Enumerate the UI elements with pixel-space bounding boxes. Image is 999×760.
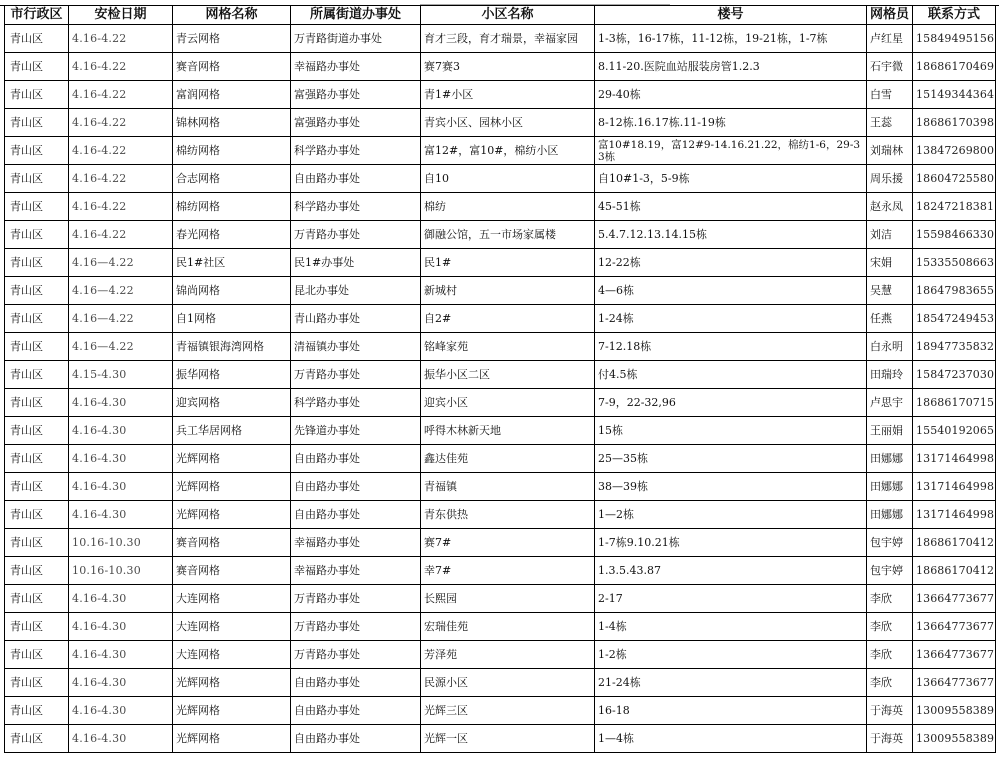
- building-number-cell: 1—4栋: [595, 725, 867, 753]
- grid-worker-cell: 李欣: [867, 641, 913, 669]
- grid-name-cell: 光辉网格: [173, 501, 291, 529]
- subdistrict-office-cell: 幸福路办事处: [291, 53, 421, 81]
- contact-number-cell: 15540192065: [913, 417, 996, 445]
- community-name-cell: 铭峰家苑: [421, 333, 595, 361]
- grid-name-cell: 自1网格: [173, 305, 291, 333]
- building-number-cell: 1-7栋9.10.21栋: [595, 529, 867, 557]
- district-cell: 青山区: [5, 501, 69, 529]
- building-number-cell: 12-22栋: [595, 249, 867, 277]
- table-row: [5, 473, 996, 501]
- community-name-cell: 民源小区: [421, 669, 595, 697]
- grid-worker-cell: 王蕊: [867, 109, 913, 137]
- district-cell: 青山区: [5, 641, 69, 669]
- building-number-cell: 29-40栋: [595, 81, 867, 109]
- contact-number-cell: 15335508663: [913, 249, 996, 277]
- district-cell: 青山区: [5, 165, 69, 193]
- grid-name-cell: 光辉网格: [173, 473, 291, 501]
- subdistrict-office-cell: 昆北办事处: [291, 277, 421, 305]
- table-row: [5, 501, 996, 529]
- building-number-cell: 25—35栋: [595, 445, 867, 473]
- inspection-date-cell: 10.16-10.30: [69, 529, 173, 557]
- district-cell: 青山区: [5, 613, 69, 641]
- subdistrict-office-cell: 自由路办事处: [291, 473, 421, 501]
- grid-worker-cell: 田娜娜: [867, 501, 913, 529]
- subdistrict-office-cell: 青山路办事处: [291, 305, 421, 333]
- contact-number-cell: 13171464998: [913, 445, 996, 473]
- community-name-cell: 长熙园: [421, 585, 595, 613]
- district-cell: 青山区: [5, 557, 69, 585]
- contact-number-cell: 15849495156: [913, 25, 996, 53]
- subdistrict-office-cell: 科学路办事处: [291, 137, 421, 165]
- subdistrict-office-cell: 万青路街道办事处: [291, 25, 421, 53]
- table-header: [5, 6, 996, 25]
- district-cell: 青山区: [5, 669, 69, 697]
- district-cell: 青山区: [5, 473, 69, 501]
- column-header-subdistrict-office: 所属街道办事处: [291, 6, 421, 25]
- inspection-date-cell: 4.16-4.22: [69, 165, 173, 193]
- inspection-date-cell: 4.16-4.30: [69, 501, 173, 529]
- grid-worker-cell: 王丽娟: [867, 417, 913, 445]
- contact-number-cell: 13171464998: [913, 473, 996, 501]
- grid-name-cell: 春光网格: [173, 221, 291, 249]
- district-cell: 青山区: [5, 305, 69, 333]
- contact-number-cell: 15847237030: [913, 361, 996, 389]
- subdistrict-office-cell: 万青路办事处: [291, 613, 421, 641]
- grid-name-cell: 振华网格: [173, 361, 291, 389]
- grid-worker-cell: 李欣: [867, 585, 913, 613]
- subdistrict-office-cell: 科学路办事处: [291, 193, 421, 221]
- contact-number-cell: 13664773677: [913, 641, 996, 669]
- district-cell: 青山区: [5, 361, 69, 389]
- community-name-cell: 自10: [421, 165, 595, 193]
- grid-name-cell: 大连网格: [173, 613, 291, 641]
- column-header-grid-name: 网格名称: [173, 6, 291, 25]
- subdistrict-office-cell: 幸福路办事处: [291, 557, 421, 585]
- inspection-date-cell: 4.16-4.22: [69, 137, 173, 165]
- table-row: [5, 417, 996, 445]
- grid-worker-cell: 包宇婷: [867, 529, 913, 557]
- subdistrict-office-cell: 万青路办事处: [291, 641, 421, 669]
- district-cell: 青山区: [5, 529, 69, 557]
- subdistrict-office-cell: 万青路办事处: [291, 585, 421, 613]
- inspection-date-cell: 4.16-4.30: [69, 697, 173, 725]
- community-name-cell: 新城村: [421, 277, 595, 305]
- grid-name-cell: 光辉网格: [173, 445, 291, 473]
- grid-worker-cell: 刘瑞林: [867, 137, 913, 165]
- community-name-cell: 棉纺: [421, 193, 595, 221]
- community-name-cell: 鑫达佳苑: [421, 445, 595, 473]
- grid-name-cell: 富润网格: [173, 81, 291, 109]
- community-name-cell: 赛7赛3: [421, 53, 595, 81]
- column-header-building-number: 楼号: [595, 6, 867, 25]
- inspection-date-cell: 4.16-4.22: [69, 109, 173, 137]
- inspection-date-cell: 10.16-10.30: [69, 557, 173, 585]
- table-row: [5, 445, 996, 473]
- building-number-cell: 1-4栋: [595, 613, 867, 641]
- community-name-cell: 宏瑞佳苑: [421, 613, 595, 641]
- grid-name-cell: 大连网格: [173, 585, 291, 613]
- district-cell: 青山区: [5, 725, 69, 753]
- district-cell: 青山区: [5, 333, 69, 361]
- community-name-cell: 育才三段，育才瑞景，幸福家园: [421, 25, 595, 53]
- building-number-cell: 1-3栋，16-17栋，11-12栋，19-21栋，1-7栋: [595, 25, 867, 53]
- inspection-date-cell: 4.15-4.30: [69, 361, 173, 389]
- building-number-cell: 16-18: [595, 697, 867, 725]
- grid-name-cell: 大连网格: [173, 641, 291, 669]
- contact-number-cell: 13009558389: [913, 697, 996, 725]
- building-number-cell: 富10#18.19，富12#9-14.16.21.22，棉纺1-6，29-33栋: [595, 137, 867, 165]
- district-cell: 青山区: [5, 445, 69, 473]
- grid-worker-cell: 周乐援: [867, 165, 913, 193]
- column-header-grid-worker: 网格员: [867, 6, 913, 25]
- subdistrict-office-cell: 科学路办事处: [291, 389, 421, 417]
- grid-name-cell: 民1#社区: [173, 249, 291, 277]
- contact-number-cell: 15149344364: [913, 81, 996, 109]
- subdistrict-office-cell: 富强路办事处: [291, 109, 421, 137]
- building-number-cell: 8.11-20.医院血站服装房管1.2.3: [595, 53, 867, 81]
- table-row: [5, 389, 996, 417]
- subdistrict-office-cell: 富强路办事处: [291, 81, 421, 109]
- community-name-cell: 呼得木林新天地: [421, 417, 595, 445]
- contact-number-cell: 15598466330: [913, 221, 996, 249]
- grid-worker-cell: 任燕: [867, 305, 913, 333]
- grid-worker-cell: 李欣: [867, 613, 913, 641]
- inspection-date-cell: 4.16—4.22: [69, 305, 173, 333]
- building-number-cell: 45-51栋: [595, 193, 867, 221]
- inspection-date-cell: 4.16-4.30: [69, 613, 173, 641]
- building-number-cell: 38—39栋: [595, 473, 867, 501]
- grid-worker-cell: 田瑞玲: [867, 361, 913, 389]
- table-row: [5, 277, 996, 305]
- contact-number-cell: 18647983655: [913, 277, 996, 305]
- district-cell: 青山区: [5, 109, 69, 137]
- district-cell: 青山区: [5, 137, 69, 165]
- subdistrict-office-cell: 自由路办事处: [291, 165, 421, 193]
- inspection-schedule-table: [4, 5, 996, 753]
- column-header-contact: 联系方式: [913, 6, 996, 25]
- district-cell: 青山区: [5, 221, 69, 249]
- subdistrict-office-cell: 先锋道办事处: [291, 417, 421, 445]
- building-number-cell: 1-2栋: [595, 641, 867, 669]
- building-number-cell: 21-24栋: [595, 669, 867, 697]
- grid-worker-cell: 赵永凤: [867, 193, 913, 221]
- building-number-cell: 1-24栋: [595, 305, 867, 333]
- grid-worker-cell: 宋娟: [867, 249, 913, 277]
- community-name-cell: 民1#: [421, 249, 595, 277]
- column-header-district: 市行政区: [5, 6, 69, 25]
- table-row: [5, 585, 996, 613]
- subdistrict-office-cell: 清福镇办事处: [291, 333, 421, 361]
- grid-name-cell: 迎宾网格: [173, 389, 291, 417]
- grid-name-cell: 棉纺网格: [173, 137, 291, 165]
- table-row: [5, 697, 996, 725]
- table-row: [5, 221, 996, 249]
- inspection-date-cell: 4.16—4.22: [69, 277, 173, 305]
- grid-name-cell: 光辉网格: [173, 697, 291, 725]
- inspection-date-cell: 4.16-4.30: [69, 417, 173, 445]
- community-name-cell: 幸7#: [421, 557, 595, 585]
- subdistrict-office-cell: 自由路办事处: [291, 697, 421, 725]
- community-name-cell: 迎宾小区: [421, 389, 595, 417]
- building-number-cell: 7-12.18栋: [595, 333, 867, 361]
- contact-number-cell: 18686170412: [913, 529, 996, 557]
- table-row: [5, 641, 996, 669]
- district-cell: 青山区: [5, 81, 69, 109]
- district-cell: 青山区: [5, 193, 69, 221]
- table-row: [5, 669, 996, 697]
- subdistrict-office-cell: 自由路办事处: [291, 445, 421, 473]
- grid-name-cell: 锦林网格: [173, 109, 291, 137]
- subdistrict-office-cell: 民1#办事处: [291, 249, 421, 277]
- grid-worker-cell: 白雪: [867, 81, 913, 109]
- contact-number-cell: 13847269800: [913, 137, 996, 165]
- building-number-cell: 1—2栋: [595, 501, 867, 529]
- contact-number-cell: 18686170715: [913, 389, 996, 417]
- grid-worker-cell: 卢思宇: [867, 389, 913, 417]
- grid-worker-cell: 于海英: [867, 725, 913, 753]
- table-row: [5, 333, 996, 361]
- grid-worker-cell: 刘洁: [867, 221, 913, 249]
- grid-worker-cell: 卢红星: [867, 25, 913, 53]
- table-row: [5, 81, 996, 109]
- contact-number-cell: 18686170469: [913, 53, 996, 81]
- table-row: [5, 529, 996, 557]
- column-header-community-name: 小区名称: [421, 6, 595, 25]
- community-name-cell: 赛7#: [421, 529, 595, 557]
- contact-number-cell: 13009558389: [913, 725, 996, 753]
- inspection-date-cell: 4.16-4.22: [69, 221, 173, 249]
- district-cell: 青山区: [5, 277, 69, 305]
- inspection-date-cell: 4.16-4.30: [69, 641, 173, 669]
- table-body: [5, 25, 996, 753]
- grid-name-cell: 锦尚网格: [173, 277, 291, 305]
- grid-worker-cell: 于海英: [867, 697, 913, 725]
- community-name-cell: 青1#小区: [421, 81, 595, 109]
- grid-worker-cell: 吴慧: [867, 277, 913, 305]
- district-cell: 青山区: [5, 389, 69, 417]
- district-cell: 青山区: [5, 585, 69, 613]
- table-row: [5, 165, 996, 193]
- community-name-cell: 光辉三区: [421, 697, 595, 725]
- grid-name-cell: 青云网格: [173, 25, 291, 53]
- table-row: [5, 725, 996, 753]
- building-number-cell: 15栋: [595, 417, 867, 445]
- grid-name-cell: 赛音网格: [173, 529, 291, 557]
- contact-number-cell: 18686170398: [913, 109, 996, 137]
- inspection-date-cell: 4.16-4.30: [69, 669, 173, 697]
- grid-name-cell: 合志网格: [173, 165, 291, 193]
- inspection-date-cell: 4.16-4.30: [69, 473, 173, 501]
- subdistrict-office-cell: 自由路办事处: [291, 725, 421, 753]
- inspection-date-cell: 4.16-4.22: [69, 81, 173, 109]
- contact-number-cell: 18547249453: [913, 305, 996, 333]
- community-name-cell: 青东供热: [421, 501, 595, 529]
- community-name-cell: 青宾小区、园林小区: [421, 109, 595, 137]
- community-name-cell: 光辉一区: [421, 725, 595, 753]
- table-row: [5, 53, 996, 81]
- subdistrict-office-cell: 自由路办事处: [291, 501, 421, 529]
- grid-name-cell: 兵工华居网格: [173, 417, 291, 445]
- district-cell: 青山区: [5, 53, 69, 81]
- header-row: [5, 6, 996, 25]
- contact-number-cell: 13171464998: [913, 501, 996, 529]
- grid-name-cell: 赛音网格: [173, 53, 291, 81]
- contact-number-cell: 18947735832: [913, 333, 996, 361]
- table-row: [5, 613, 996, 641]
- building-number-cell: 4—6栋: [595, 277, 867, 305]
- subdistrict-office-cell: 万青路办事处: [291, 361, 421, 389]
- building-number-cell: 付4.5栋: [595, 361, 867, 389]
- community-name-cell: 富12#，富10#，棉纺小区: [421, 137, 595, 165]
- inspection-date-cell: 4.16—4.22: [69, 333, 173, 361]
- inspection-date-cell: 4.16-4.30: [69, 725, 173, 753]
- district-cell: 青山区: [5, 417, 69, 445]
- subdistrict-office-cell: 幸福路办事处: [291, 529, 421, 557]
- building-number-cell: 1.3.5.43.87: [595, 557, 867, 585]
- column-header-inspection-date: 安检日期: [69, 6, 173, 25]
- inspection-date-cell: 4.16-4.30: [69, 445, 173, 473]
- contact-number-cell: 18247218381: [913, 193, 996, 221]
- inspection-date-cell: 4.16—4.22: [69, 249, 173, 277]
- grid-worker-cell: 包宇婷: [867, 557, 913, 585]
- grid-name-cell: 光辉网格: [173, 669, 291, 697]
- contact-number-cell: 13664773677: [913, 613, 996, 641]
- community-name-cell: 振华小区二区: [421, 361, 595, 389]
- district-cell: 青山区: [5, 25, 69, 53]
- table-row: [5, 305, 996, 333]
- table-row: [5, 557, 996, 585]
- table-row: [5, 137, 996, 165]
- contact-number-cell: 18604725580: [913, 165, 996, 193]
- district-cell: 青山区: [5, 697, 69, 725]
- grid-worker-cell: 田娜娜: [867, 445, 913, 473]
- district-cell: 青山区: [5, 249, 69, 277]
- building-number-cell: 8-12栋.16.17栋.11-19栋: [595, 109, 867, 137]
- building-number-cell: 自10#1-3，5-9栋: [595, 165, 867, 193]
- community-name-cell: 自2#: [421, 305, 595, 333]
- table-row: [5, 25, 996, 53]
- table-row: [5, 249, 996, 277]
- subdistrict-office-cell: 自由路办事处: [291, 669, 421, 697]
- community-name-cell: 御融公馆，五一市场家属楼: [421, 221, 595, 249]
- inspection-date-cell: 4.16-4.22: [69, 193, 173, 221]
- grid-worker-cell: 白永明: [867, 333, 913, 361]
- building-number-cell: 2-17: [595, 585, 867, 613]
- community-name-cell: 青福镇: [421, 473, 595, 501]
- grid-name-cell: 青福镇银海湾网格: [173, 333, 291, 361]
- building-number-cell: 5.4.7.12.13.14.15栋: [595, 221, 867, 249]
- inspection-date-cell: 4.16-4.22: [69, 53, 173, 81]
- subdistrict-office-cell: 万青路办事处: [291, 221, 421, 249]
- contact-number-cell: 13664773677: [913, 669, 996, 697]
- inspection-date-cell: 4.16-4.22: [69, 25, 173, 53]
- table-row: [5, 361, 996, 389]
- contact-number-cell: 13664773677: [913, 585, 996, 613]
- grid-worker-cell: 李欣: [867, 669, 913, 697]
- table-row: [5, 193, 996, 221]
- grid-name-cell: 赛音网格: [173, 557, 291, 585]
- grid-worker-cell: 石宇微: [867, 53, 913, 81]
- inspection-date-cell: 4.16-4.30: [69, 389, 173, 417]
- grid-name-cell: 棉纺网格: [173, 193, 291, 221]
- community-name-cell: 芳泽苑: [421, 641, 595, 669]
- building-number-cell: 7-9，22-32,96: [595, 389, 867, 417]
- grid-worker-cell: 田娜娜: [867, 473, 913, 501]
- inspection-date-cell: 4.16-4.30: [69, 585, 173, 613]
- grid-name-cell: 光辉网格: [173, 725, 291, 753]
- contact-number-cell: 18686170412: [913, 557, 996, 585]
- table-row: [5, 109, 996, 137]
